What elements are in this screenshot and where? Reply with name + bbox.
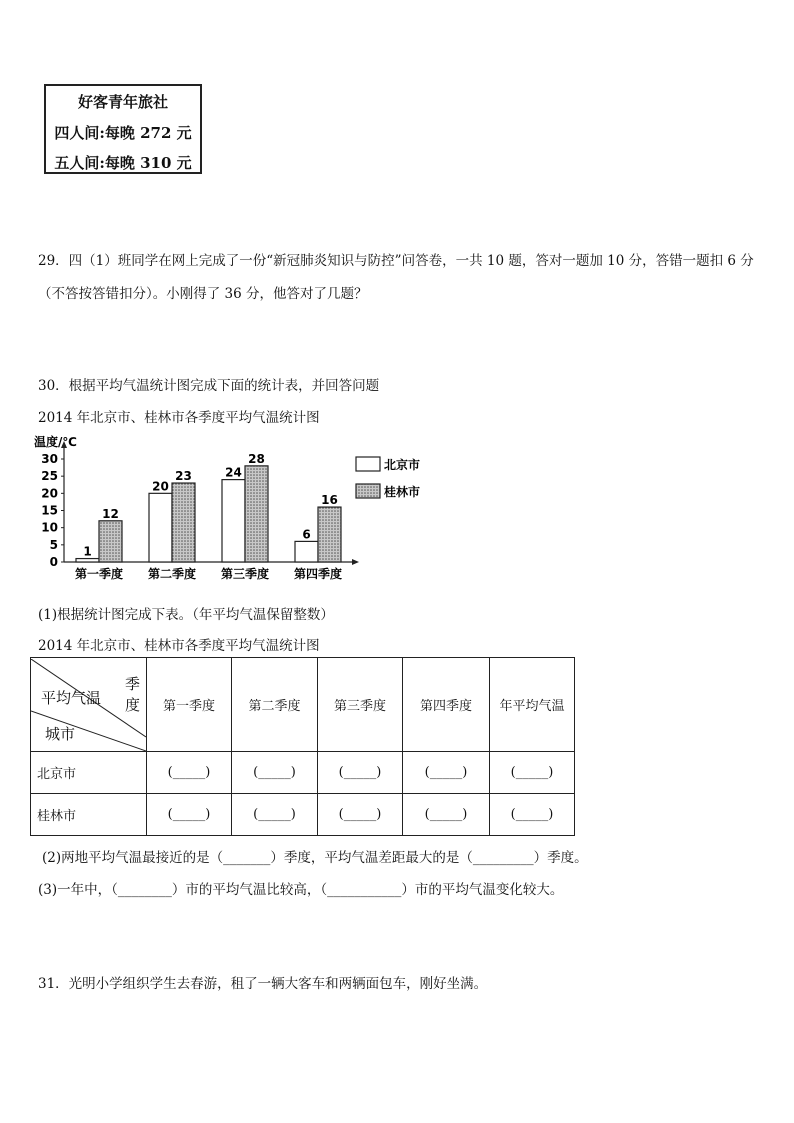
blank-cell[interactable]: (_____) xyxy=(318,794,403,836)
x-tick-label: 第四季度 xyxy=(293,567,343,581)
temperature-stat-table xyxy=(30,657,575,836)
bar-value-label: 16 xyxy=(321,493,338,508)
q30-sub3: (3)一年中，（________）市的平均气温比较高，（___________）市的平均气温变化较大。 xyxy=(38,882,564,898)
sign-title: 好客青年旅社 xyxy=(77,93,168,111)
q31-text: 31．光明小学组织学生去春游，租了一辆大客车和两辆面包车，刚好坐满。 xyxy=(38,976,488,992)
temperature-bar-chart xyxy=(34,432,434,588)
header-q3: 第三季度 xyxy=(318,658,403,752)
q29-line1: 29．四（1）班同学在网上完成了一份“新冠肺炎知识与防控”问答卷，一共 10 题，答对一题加 10 分，答错一题扣 6 分 xyxy=(38,253,754,269)
blank-cell[interactable]: (_____) xyxy=(403,752,490,794)
table-row-beijing xyxy=(31,752,575,794)
row-city-guilin: 桂林市 xyxy=(31,794,147,836)
bar-beijing xyxy=(222,480,245,562)
bar-value-label: 23 xyxy=(175,469,192,484)
blank-cell[interactable]: (_____) xyxy=(490,752,575,794)
sign-line-four-person: 四人间:每晚 272 元 xyxy=(54,124,192,142)
header-q4: 第四季度 xyxy=(403,658,490,752)
hostel-price-sign xyxy=(44,84,202,174)
blank-cell[interactable]: (_____) xyxy=(403,794,490,836)
bar-guilin xyxy=(172,483,195,562)
header-annual: 年平均气温 xyxy=(490,658,575,752)
bar-guilin xyxy=(99,521,122,562)
x-tick-label: 第三季度 xyxy=(220,567,270,581)
q30-sub2: (2)两地平均气温最接近的是（_______）季度，平均气温差距最大的是（_________）季度。 xyxy=(42,850,588,866)
blank-cell[interactable]: (_____) xyxy=(318,752,403,794)
table-row-guilin xyxy=(31,794,575,836)
legend-swatch-guilin xyxy=(356,484,380,498)
y-tick-label: 20 xyxy=(41,486,58,501)
diag-season-label: 季度 xyxy=(124,674,140,714)
bar-beijing xyxy=(149,493,172,562)
bar-value-label: 12 xyxy=(102,506,119,521)
bar-value-label: 28 xyxy=(248,451,265,466)
y-tick-label: 15 xyxy=(41,503,58,518)
x-tick-label: 第一季度 xyxy=(74,567,124,581)
legend-label: 北京市 xyxy=(384,458,421,472)
q29-line2: （不答按答错扣分）。小刚得了 36 分，他答对了几题？ xyxy=(38,286,368,302)
bar-guilin xyxy=(318,507,341,562)
y-tick-label: 30 xyxy=(41,452,58,466)
bar-value-label: 20 xyxy=(152,479,169,494)
table-diagonal-header xyxy=(31,658,147,752)
bar-value-label: 1 xyxy=(83,544,92,559)
row-city-beijing: 北京市 xyxy=(31,752,147,794)
bar-value-label: 6 xyxy=(302,527,311,542)
header-q2: 第二季度 xyxy=(232,658,318,752)
blank-cell[interactable]: (_____) xyxy=(490,794,575,836)
x-axis-arrow xyxy=(352,559,359,565)
q30-title: 30．根据平均气温统计图完成下面的统计表，并回答问题 xyxy=(38,378,380,394)
header-q1: 第一季度 xyxy=(147,658,232,752)
q30-sub1: (1)根据统计图完成下表。（年平均气温保留整数） xyxy=(38,607,334,623)
bar-beijing xyxy=(76,559,99,562)
y-tick-label: 10 xyxy=(41,520,58,535)
diag-temp-label: 平均气温 xyxy=(41,688,102,707)
blank-cell[interactable]: (_____) xyxy=(232,794,318,836)
bar-beijing xyxy=(295,541,318,562)
blank-cell[interactable]: (_____) xyxy=(147,794,232,836)
y-axis-label: 温度/℃ xyxy=(34,435,77,449)
blank-cell[interactable]: (_____) xyxy=(147,752,232,794)
diag-city-label: 城市 xyxy=(45,724,76,743)
legend-swatch-beijing xyxy=(356,457,380,471)
y-tick-label: 5 xyxy=(49,537,58,552)
y-tick-label: 0 xyxy=(49,555,58,569)
y-tick-label: 25 xyxy=(41,469,58,484)
chart-caption: 2014 年北京市、桂林市各季度平均气温统计图 xyxy=(38,410,320,426)
bar-value-label: 24 xyxy=(225,465,242,480)
x-tick-label: 第二季度 xyxy=(147,567,197,581)
blank-cell[interactable]: (_____) xyxy=(232,752,318,794)
bar-guilin xyxy=(245,466,268,562)
table-caption: 2014 年北京市、桂林市各季度平均气温统计图 xyxy=(38,638,320,654)
legend-label: 桂林市 xyxy=(384,485,421,499)
sign-line-five-person: 五人间:每晚 310 元 xyxy=(54,154,192,172)
